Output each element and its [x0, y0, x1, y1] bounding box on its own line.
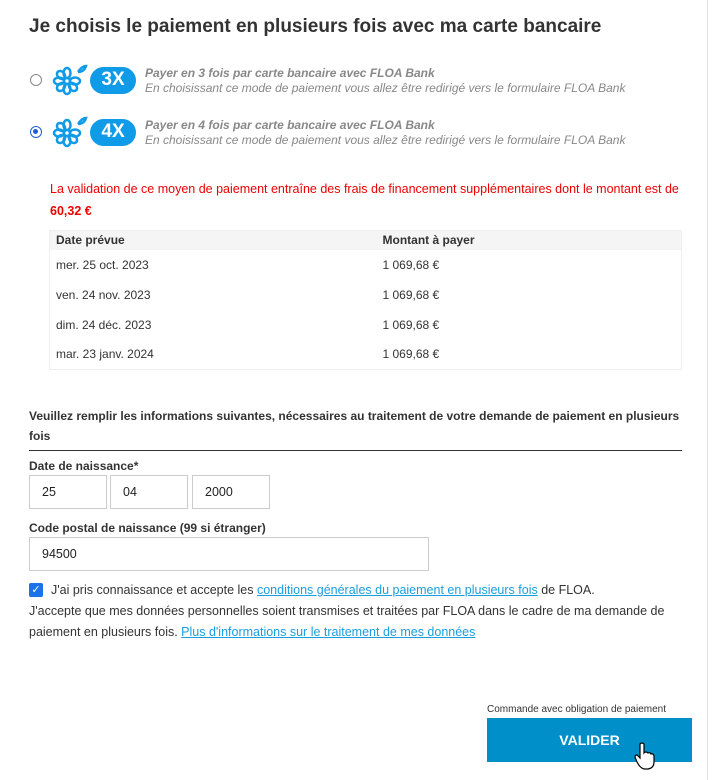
row-date: ven. 24 nov. 2023	[56, 287, 151, 302]
consent-p1: J'ai pris connaissance et accepte les	[51, 583, 257, 597]
cgv-link[interactable]: conditions générales du paiement en plusieurs fois	[256, 583, 538, 597]
option-title: Payer en 3 fois par carte bancaire avec FLOA Bank	[145, 65, 435, 80]
option-desc: En choisissant ce mode de paiement vous allez être redirigé vers le formulaire FLOA Bank	[145, 80, 626, 95]
option-title: Payer en 4 fois par carte bancaire avec FLOA Bank	[145, 117, 435, 132]
radio-3x[interactable]	[30, 74, 42, 86]
dob-label: Date de naissance*	[29, 459, 139, 473]
row-date: mer. 25 oct. 2023	[56, 257, 149, 272]
fee-amount: 60,32 €	[50, 204, 92, 218]
postal-input[interactable]: 94500	[29, 537, 429, 571]
payment-obligation-note: Commande avec obligation de paiement	[487, 704, 666, 715]
fee-warning	[50, 178, 690, 222]
row-amount: 1 069,68 €	[382, 317, 440, 332]
col-amount: Montant à payer	[377, 231, 682, 250]
row-amount: 1 069,68 €	[382, 347, 440, 362]
badge-3x: 3X	[90, 67, 136, 94]
col-date: Date prévue	[50, 231, 377, 250]
option-3x[interactable]	[30, 62, 625, 98]
row-date: dim. 24 déc. 2023	[56, 317, 152, 332]
consent-checkbox[interactable]: ✓	[29, 583, 43, 597]
option-4x[interactable]	[30, 114, 625, 150]
table-row	[50, 280, 682, 310]
dob-day-input[interactable]: 25	[29, 475, 107, 509]
dob-year-input[interactable]: 2000	[192, 475, 270, 509]
consent-p2: de FLOA.	[537, 583, 595, 597]
row-date: mar. 23 janv. 2024	[56, 347, 154, 362]
postal-label: Code postal de naissance (99 si étranger)	[29, 521, 266, 535]
option-desc: En choisissant ce mode de paiement vous allez être redirigé vers le formulaire FLOA Bank	[145, 132, 626, 147]
badge-4x: 4X	[90, 119, 136, 146]
dob-month-input[interactable]: 04	[110, 475, 188, 509]
row-amount: 1 069,68 €	[382, 287, 440, 302]
table-row	[50, 250, 682, 280]
consent-p3: J'accepte que mes données personnelles soient transmises et traitées par FLOA dans le cadre de ma demande de paiement en plusieurs fois.	[29, 604, 665, 639]
floa-flower-icon	[52, 114, 88, 150]
hand-cursor-icon	[634, 742, 656, 770]
radio-4x[interactable]	[30, 126, 42, 138]
row-amount: 1 069,68 €	[382, 257, 440, 272]
form-section-title: Veuillez remplir les informations suivantes, nécessaires au traitement de votre demande de paiement en plusieurs fois	[29, 406, 682, 451]
table-row	[50, 310, 682, 340]
consent-text	[29, 580, 689, 643]
floa-flower-icon	[52, 62, 88, 98]
page-title: Je choisis le paiement en plusieurs fois avec ma carte bancaire	[29, 16, 602, 37]
data-info-link[interactable]: Plus d'informations sur le traitement de mes données	[181, 625, 476, 639]
validate-button[interactable]: VALIDER	[487, 718, 692, 762]
warning-text: La validation de ce moyen de paiement entraîne des frais de financement supplémentaires dont le montant est de	[50, 182, 679, 196]
schedule-table	[49, 230, 682, 370]
table-row	[50, 340, 682, 370]
